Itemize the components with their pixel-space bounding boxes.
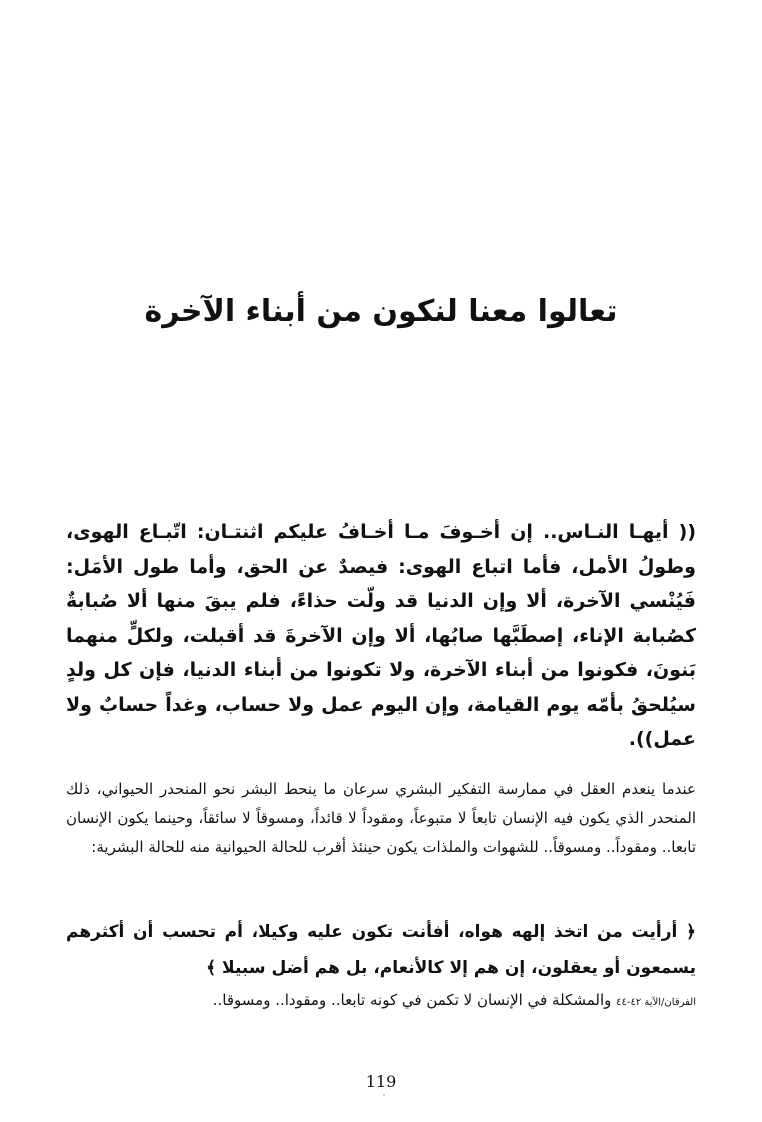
paper-speck: [383, 1094, 385, 1096]
verse-citation: الفرقان/الآية ٤٢-٤٤: [616, 997, 696, 1008]
page-number: 119: [365, 1072, 397, 1091]
body-paragraph: عندما ينعدم العقل في ممارسة التفكير البشري سرعان ما ينحط البشر نحو المنحدر الحيواني، ذلك المنحدر الذي يكون فيه الإنسان تابعاً لا متبوعاً، ومقوداً لا قائداً، ومسوقاً لا سائقاً، وحينما يكون الإنسان تابعا.. ومقوداً.. ومسوقاً.. للشهوات والملذات يكون حينئذ أقرب للحالة الحيوانية منه للحالة البشرية:: [66, 780, 696, 856]
closing-line: [66, 986, 696, 1017]
closing-sentence: والمشكلة في الإنسان لا تكمن في كونه تابعا.. ومقودا.. ومسوقا..: [212, 991, 612, 1009]
quran-verse: ﴿ أرأيت من اتخذ إلهه هواه، أفأنت تكون عليه وكيلا، أم تحسب أن أكثرهم يسمعون أو يعقلون، إن هم إلا كالأنعام، بل هم أضل سبيلا ﴾: [66, 922, 696, 978]
chapter-title: تعالوا معنا لنكون من أبناء الآخرة: [144, 294, 618, 329]
hadith-quote: (( أيهـا النـاس.. إن أخـوفَ مـا أخـافُ عليكم اثنتـان: اتّبـاع الهوى، وطولُ الأمل، فأما اتباع الهوى: فيصدٌ عن الحق، وأما طول الأمَل: فَيُنْسي الآخرة، ألا وإن الدنيا قد ولّت حذاءً، فلم يبقَ منها ألا صُبابةٌ كصُبابة الإناء، إصطَبَّها صابُها، ألا وإن الآخرةَ قد أقبلت، ولكلٍّ منهما بَنونَ، فكونوا من أبناء الآخرة، ولا تكونوا من أبناء الدنيا، فإن كل ولدٍ سيُلحقُ بأمّه يوم القيامة، وإن اليوم عمل ولا حساب، وغداً حسابٌ ولا عمل)).: [66, 521, 696, 750]
